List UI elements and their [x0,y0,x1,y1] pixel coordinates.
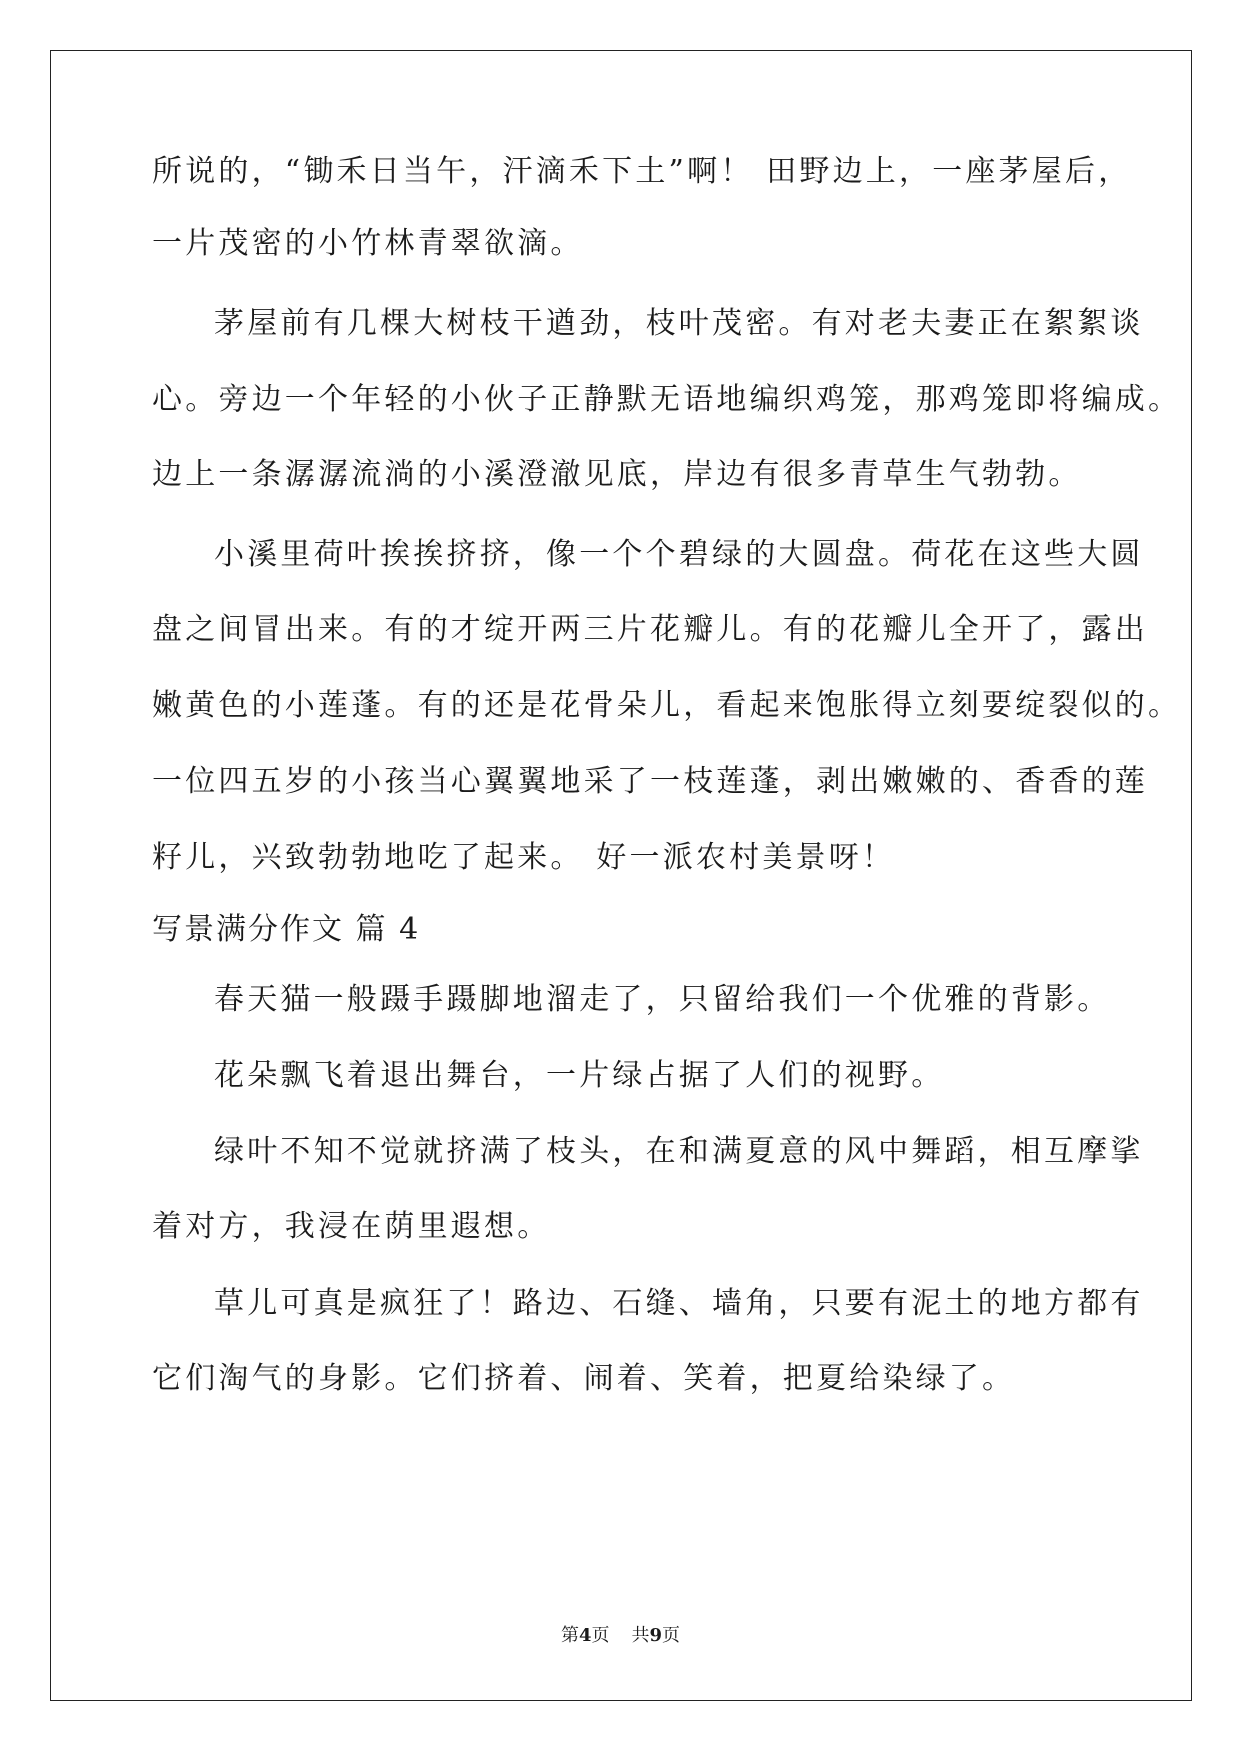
paragraph-line: 花朵飘飞着退出舞台，一片绿占据了人们的视野。 [214,1058,945,1093]
paragraph-line: 绿叶不知不觉就挤满了枝头，在和满夏意的风中舞蹈，相互摩挲 [214,1134,1144,1169]
paragraph-line: 嫩黄色的小莲蓬。有的还是花骨朵儿，看起来饱胀得立刻要绽裂似的。 [152,688,1182,723]
paragraph-line: 小溪里荷叶挨挨挤挤，像一个个碧绿的大圆盘。荷花在这些大圆 [214,537,1144,572]
paragraph-line: 所说的，“锄禾日当午，汗滴禾下土”啊！ 田野边上，一座茅屋后， [152,154,1132,189]
paragraph-line: 一位四五岁的小孩当心翼翼地采了一枝莲蓬，剥出嫩嫩的、香香的莲 [152,764,1148,799]
page-current: 4 [578,1625,592,1646]
total-suffix: 页 [662,1625,681,1646]
paragraph-line: 茅屋前有几棵大树枝干遒劲，枝叶茂密。有对老夫妻正在絮絮谈 [214,306,1144,341]
paragraph-line: 籽儿，兴致勃勃地吃了起来。 好一派农村美景呀！ [152,840,896,875]
paragraph-line: 盘之间冒出来。有的才绽开两三片花瓣儿。有的花瓣儿全开了，露出 [152,612,1148,647]
paragraph-line: 一片茂密的小竹林青翠欲滴。 [152,226,584,261]
paragraph-line: 春天猫一般蹑手蹑脚地溜走了，只留给我们一个优雅的背影。 [214,982,1111,1017]
page-total: 9 [649,1625,663,1646]
paragraph-line: 草儿可真是疯狂了！路边、石缝、墙角，只要有泥土的地方都有 [214,1286,1144,1321]
section-heading: 写景满分作文 篇 4 [152,912,421,947]
paragraph-line: 心。旁边一个年轻的小伙子正静默无语地编织鸡笼，那鸡笼即将编成。 [152,382,1182,417]
page-footer [0,1624,1241,1648]
total-prefix: 共 [631,1625,650,1646]
page-suffix: 页 [591,1625,610,1646]
paragraph-line: 着对方，我浸在荫里遐想。 [152,1209,551,1244]
page-prefix: 第 [560,1625,579,1646]
paragraph-line: 边上一条潺潺流淌的小溪澄澈见底，岸边有很多青草生气勃勃。 [152,457,1082,492]
paragraph-line: 它们淘气的身影。它们挤着、闹着、笑着，把夏给染绿了。 [152,1361,1016,1396]
